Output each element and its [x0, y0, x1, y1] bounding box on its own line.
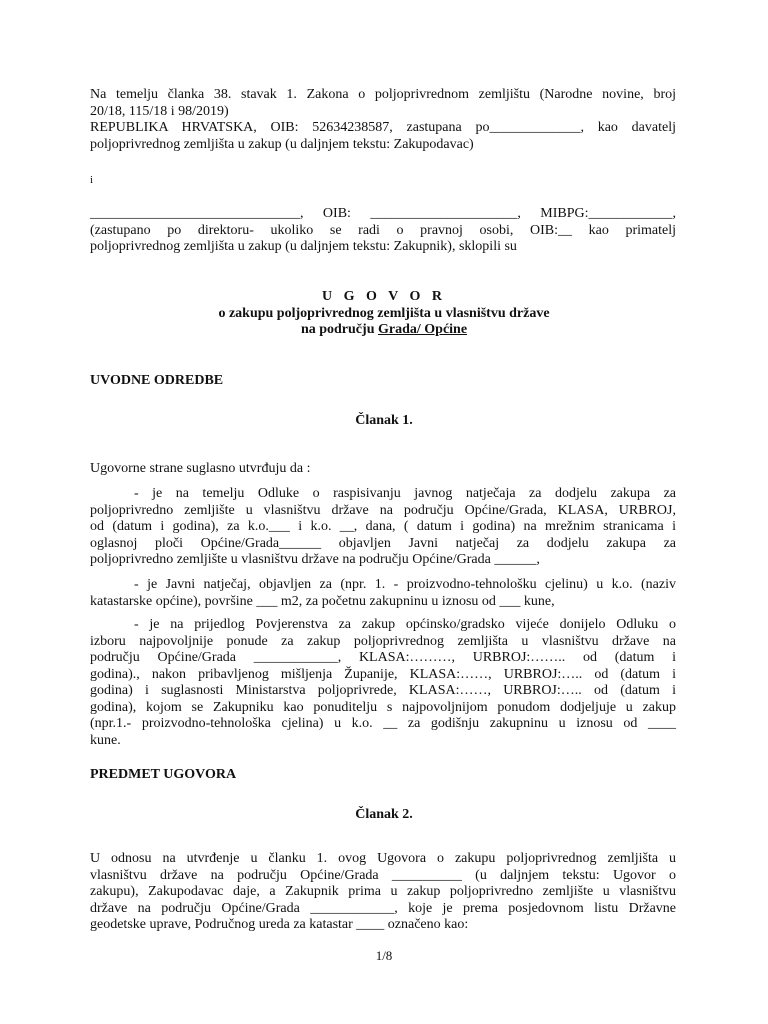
conjunction-i: i: [90, 174, 94, 186]
bullet-line: kune.: [90, 732, 121, 748]
bullet-line: - je na prijedlog Povjerenstva za zakup općinsko/gradsko vijeće donijelo Odluku o: [134, 617, 676, 632]
page-number: 1/8: [375, 948, 393, 963]
article-lead: Ugovorne strane suglasno utvrđuju da :: [90, 461, 311, 476]
section-heading: UVODNE ODREDBE: [90, 373, 224, 388]
intro-line: poljoprivrednog zemljišta u zakup (u daljnjem tekstu: Zakupodavac): [90, 136, 474, 152]
bullet-line: - je Javni natječaj, objavljen za (npr. 1. - proizvodno-tehnološku cjelinu) u k.o. (naziv: [134, 577, 676, 592]
article-heading: Članak 1.: [355, 413, 413, 428]
section-heading: PREDMET UGOVORA: [90, 767, 237, 782]
bullet-line: godina), kojom se Zakupniku kao ponuditelju s najpovoljnijom ponudom dodjeljuje u zakup: [90, 699, 676, 715]
bullet-line: od (datum i godina), za k.o.___ i k.o. __, dana, ( datum i godina) na mrežnim stranicama i: [90, 519, 676, 534]
bullet-line: području Općine/Grada ____________, KLASA:………, URBROJ:…….. od (datum i: [90, 650, 676, 665]
paragraph-line: vlasništvu države na području Općine/Grada __________ (u daljnjem tekstu: Ugovor o: [90, 867, 676, 883]
bullet-line: poljoprivredno zemljište u vlasništvu države na području Općine/Grada ______,: [90, 552, 540, 567]
paragraph-line: države na području Općine/Grada ____________, koje je prema posjedovnom listu Državne: [90, 900, 676, 916]
party-line: (zastupano po direktoru- ukoliko se radi o pravnoj osobi, OIB:__ kao primatelj: [90, 222, 676, 238]
bullet-line: godina)., nakon pribavljenog mišljenja Županije, KLASA:……, URBROJ:….. od (datum i: [90, 666, 676, 682]
bullet-line: katastarske općine), površine ___ m2, za početnu zakupninu u iznosu od ___ kune,: [90, 593, 555, 609]
intro-line: 20/18, 115/18 i 98/2019): [90, 103, 229, 119]
bullet-line: godina) i suglasnosti Ministarstva poljoprivrede, KLASA:……, URBROJ:….. od (datum i: [90, 683, 676, 698]
paragraph-line: U odnosu na utvrđenje u članku 1. ovog Ugovora o zakupu poljoprivrednog zemljišta u: [90, 851, 676, 866]
paragraph-line: geodetske uprave, Područnog ureda za katastar ____ označeno kao:: [90, 917, 469, 932]
paragraph-line: zakupu), Zakupodavac daje, a Zakupnik prima u zakup poljoprivredno zemljište u vlasništvu: [90, 884, 676, 899]
contract-subtitle: o zakupu poljoprivrednog zemljišta u vlasništvu države: [218, 305, 550, 321]
bullet-line: oglasnoj ploči Općine/Grada______ objavljen Javni natječaj za dodjelu zakupa za: [90, 535, 676, 551]
subtitle-underlined: Grada/ Općine: [377, 322, 468, 337]
bullet-line: poljoprivredno zemljište u vlasništvu države na području Općine/Grada, KLASA, URBROJ,: [90, 502, 676, 518]
intro-line: Na temelju članka 38. stavak 1. Zakona o poljoprivrednom zemljištu (Narodne novine, broj: [90, 87, 676, 102]
contract-title: U G O V O R: [322, 289, 446, 304]
party-line: ______________________________, OIB: _____________________, MIBPG:____________,: [90, 206, 676, 221]
subtitle-prefix: na području: [300, 322, 378, 337]
bullet-line: - je na temelju Odluke o raspisivanju javnog natječaja za dodjelu zakupa za: [134, 486, 676, 501]
intro-line: REPUBLIKA HRVATSKA, OIB: 52634238587, zastupana po_____________, kao davatelj: [90, 120, 676, 135]
bullet-line: izboru najpovoljnije ponude za zakup poljoprivrednog zemljišta u vlasništvu države na: [90, 633, 676, 649]
article-heading: Članak 2.: [355, 807, 413, 822]
party-line: poljoprivrednog zemljišta u zakup (u daljnjem tekstu: Zakupnik), sklopili su: [90, 239, 517, 254]
contract-subtitle-area: [0, 322, 768, 339]
bullet-line: (npr.1.- proizvodno-tehnološka cjelina) u k.o. __ za godišnju zakupninu u iznosu od ____: [90, 716, 676, 731]
